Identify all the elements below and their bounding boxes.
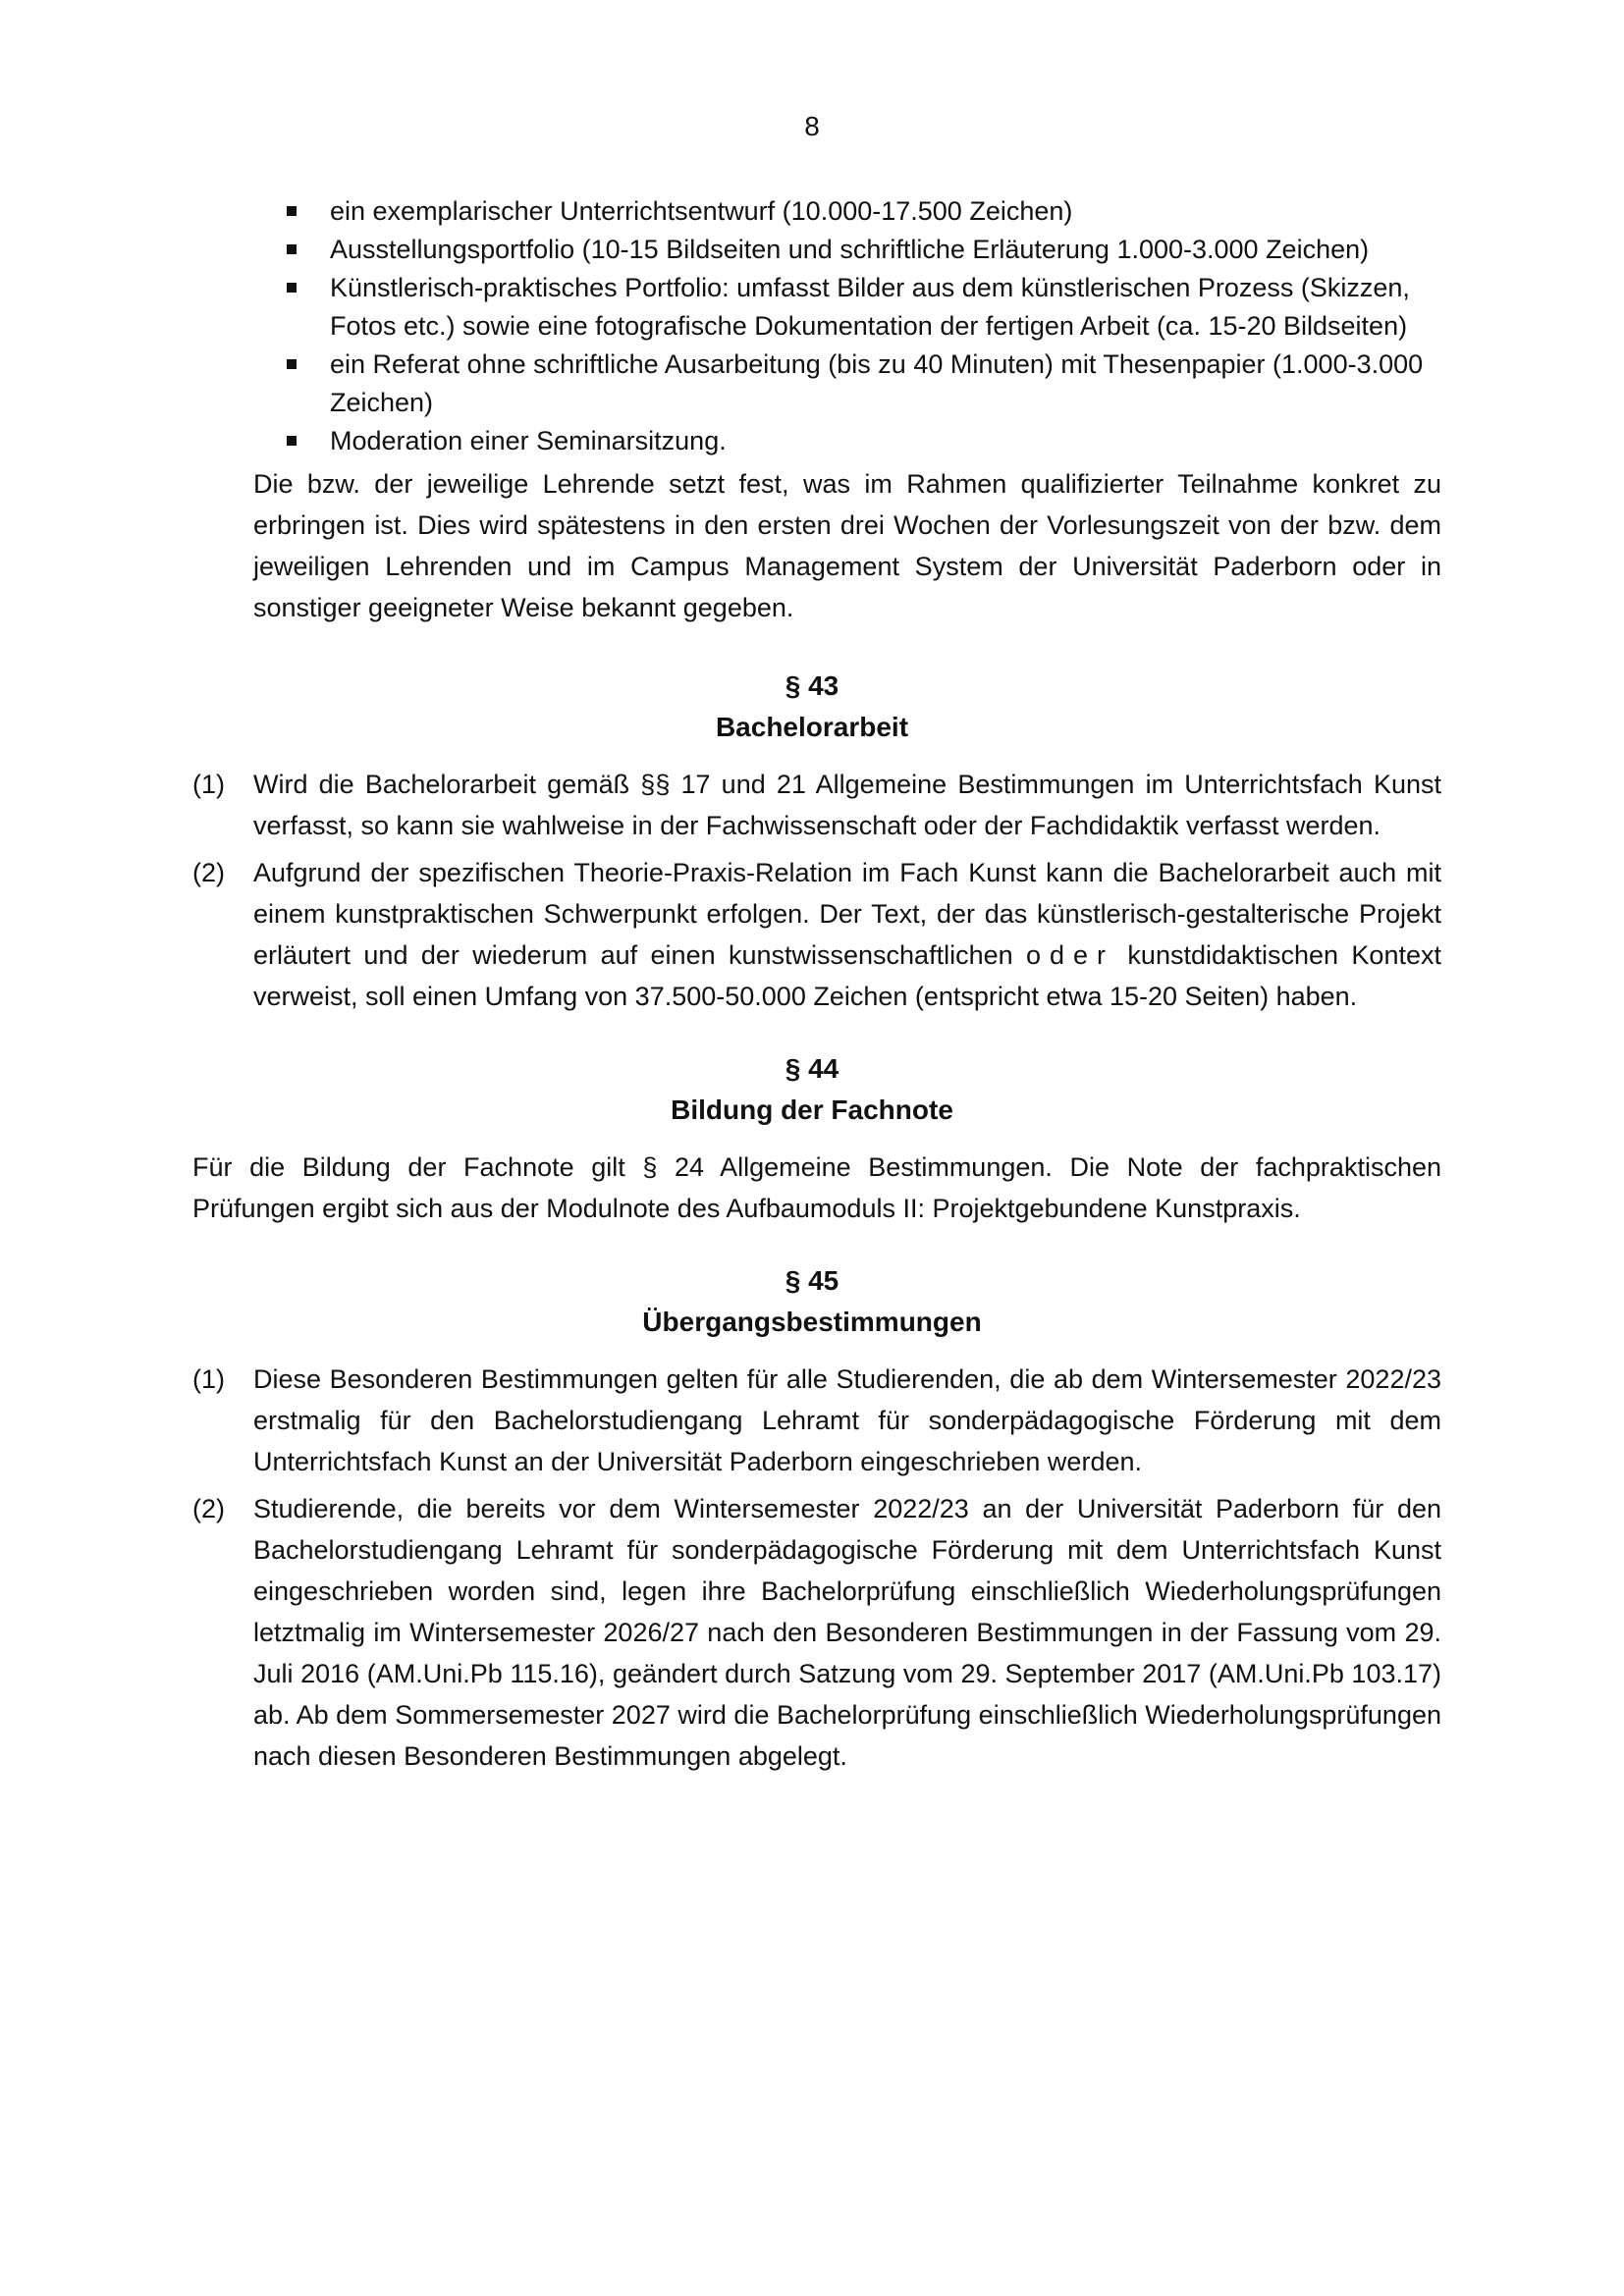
spaced-emphasis: oder [1026, 940, 1115, 970]
section-44-number: § 44 [785, 1053, 839, 1084]
bullet-item: Künstlerisch-praktisches Portfolio: umfasst Bilder aus dem künstlerischen Prozess (Skizzen, Fotos etc.) sowie eine fotografische Dokumentation der fertigen Arbeit (ca. 15-20 Bildseiten) [285, 269, 1443, 346]
bullet-item: Ausstellungsportfolio (10-15 Bildseiten und schriftliche Erläuterung 1.000-3.000 Zeichen) [285, 231, 1443, 269]
section-45-number: § 45 [785, 1265, 839, 1296]
list-item [192, 764, 1441, 846]
section-45-title: Übergangsbestimmungen [642, 1307, 982, 1337]
item-number: (1) [192, 770, 225, 799]
item-number: (2) [192, 858, 225, 887]
square-bullet-icon [287, 244, 297, 254]
bullet-item: Moderation einer Seminarsitzung. [285, 422, 1443, 460]
item-number: (1) [192, 1364, 225, 1394]
square-bullet-icon [287, 359, 297, 369]
square-bullet-icon [287, 436, 297, 446]
item-text: Diese Besonderen Bestimmungen gelten für alle Studierenden, die ab dem Wintersemester 2022/23 erstmalig für den Bachelorstudiengang Lehramt für sonderpädagogische Förderung mit dem Unterrichtsfach Kunst an der Universität Paderborn eingeschrieben werden. [253, 1364, 1441, 1476]
bullet-item: ein Referat ohne schriftliche Ausarbeitung (bis zu 40 Minuten) mit Thesenpapier (1.000-3.000 Zeichen) [285, 346, 1443, 422]
section-43-title: Bachelorarbeit [715, 712, 909, 742]
list-item [192, 1488, 1441, 1777]
list-item [192, 1359, 1441, 1482]
bullet-item: ein exemplarischer Unterrichtsentwurf (10.000-17.500 Zeichen) [285, 192, 1443, 231]
item-number: (2) [192, 1494, 225, 1523]
section-44-title: Bildung der Fachnote [671, 1095, 953, 1125]
section-43-list [192, 764, 1441, 1023]
item-text: Wird die Bachelorarbeit gemäß §§ 17 und 21 Allgemeine Bestimmungen im Unterrichtsfach Kunst verfasst, so kann sie wahlweise in der Fachwissenschaft oder der Fachdidaktik verfasst werden. [253, 770, 1441, 840]
square-bullet-icon [287, 206, 297, 216]
item-text: Studierende, die bereits vor dem Wintersemester 2022/23 an der Universität Paderborn für den Bachelorstudiengang Lehramt für sonderpädagogische Förderung mit dem Unterrichtsfach Kunst eingeschrieben worden sind, legen ihre Bachelorprüfung einschließlich Wiederholungsprüfungen letztmalig im Wintersemester 2026/27 nach den Besonderen Bestimmungen in der Fassung vom 29. Juli 2016 (AM.Uni.Pb 115.16), geändert durch Satzung vom 29. September 2017 (AM.Uni.Pb 103.17) ab. Ab dem Sommersemester 2027 wird die Bachelorprüfung einschließlich Wiederholungsprüfungen nach diesen Besonderen Bestimmungen abgelegt. [253, 1494, 1441, 1771]
list-item [192, 852, 1441, 1017]
section-43-number: § 43 [785, 670, 839, 701]
section-44-paragraph: Für die Bildung der Fachnote gilt § 24 Allgemeine Bestimmungen. Die Note der fachpraktischen Prüfungen ergibt sich aus der Modulnote des Aufbaumoduls II: Projektgebundene Kunstpraxis. [192, 1152, 1441, 1223]
item-text-part: kunstdidaktischen Kontext verweist, soll einen Umfang von 37.500-50.000 Zeichen (entspricht etwa 15-20 Seiten) haben. [253, 940, 1441, 1011]
item-text-part: Aufgrund der spezifischen Theorie-Praxis-Relation im Fach Kunst kann die Bachelorarbeit auch mit einem kunstpraktischen Schwerpunkt erfolgen. Der Text, der das künstlerisch-gestalterische Projekt erläutert und der wiederum auf einen kunstwissenschaftlichen [253, 858, 1441, 970]
page-number: 8 [804, 111, 820, 141]
intro-paragraph: Die bzw. der jeweilige Lehrende setzt fest, was im Rahmen qualifizierter Teilnahme konkret zu erbringen ist. Dies wird spätestens in den ersten drei Wochen der Vorlesungszeit von der bzw. dem jeweiligen Lehrenden und im Campus Management System der Universität Paderborn oder in sonstiger geeigneter Weise bekannt gegeben. [253, 469, 1441, 622]
square-bullet-icon [287, 283, 297, 293]
requirements-bullet-list [285, 192, 1443, 460]
section-45-list [192, 1359, 1441, 1783]
